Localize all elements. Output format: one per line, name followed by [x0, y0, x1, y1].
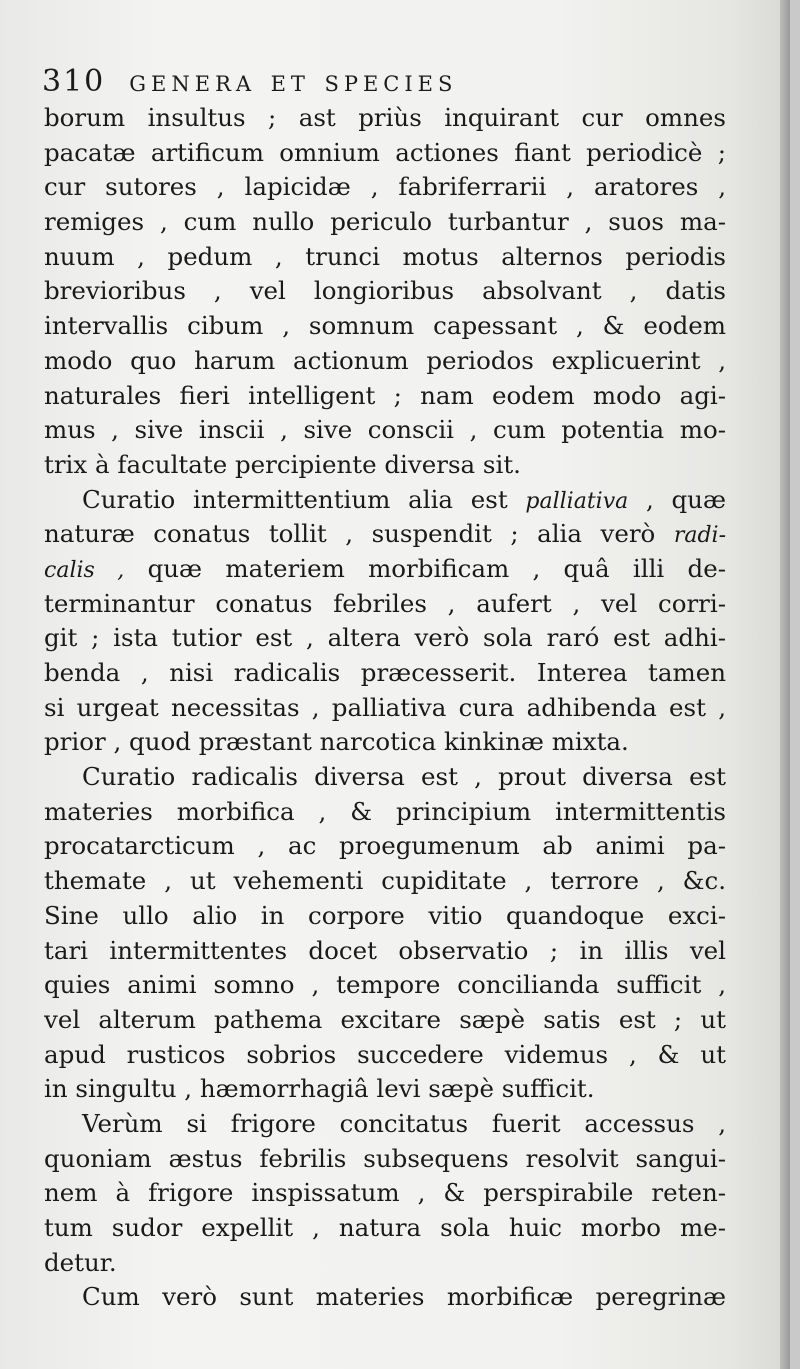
text-line	[44, 483, 726, 518]
text-line	[44, 517, 726, 552]
text-line: git ; ista tutior est , altera verò sola raró est adhi-	[44, 623, 726, 653]
text-line: tari intermittentes docet observatio ; in illis vel	[44, 935, 726, 965]
text-line: themate , ut vehementi cupiditate , terrore , &c.	[44, 866, 726, 896]
text-line: cur sutores , lapicidæ , fabriferrarii , aratores ,	[44, 172, 726, 202]
text-run: naturæ conatus tollit , suspendit ; alia verò	[44, 519, 674, 549]
text-line: nem à frigore inspissatum , & perspirabile reten-	[44, 1178, 726, 1208]
text-line: Cum verò sunt materies morbificæ peregrinæ	[82, 1282, 726, 1312]
text-line: Curatio radicalis diversa est , prout diversa est	[82, 762, 726, 792]
text-line: quies animi somno , tempore concilianda sufficit ,	[44, 970, 726, 1000]
text-line: brevioribus , vel longioribus absolvant , datis	[44, 276, 726, 306]
text-run: Curatio intermittentium alia est	[82, 484, 526, 514]
text-line: trix à facultate percipiente diversa sit.	[44, 449, 521, 479]
text-line: Verùm si frigore concitatus fuerit accessus ,	[82, 1108, 726, 1138]
italic-term: palliativa	[525, 488, 629, 514]
text-line: pacatæ artificum omnium actiones fiant periodicè ;	[44, 137, 726, 167]
text-line: naturales fieri intelligent ; nam eodem modo agi-	[44, 380, 726, 410]
italic-term: calis ,	[44, 557, 125, 583]
text-line: remiges , cum nullo periculo turbantur , suos ma-	[44, 207, 726, 237]
text-line: vel alterum pathema excitare sæpè satis est ; ut	[44, 1004, 726, 1034]
text-line: nuum , pedum , trunci motus alternos periodis	[44, 241, 726, 271]
italic-term: radi-	[673, 523, 726, 549]
text-line: si urgeat necessitas , palliativa cura adhibenda est ,	[44, 692, 726, 722]
text-run: quæ materiem morbificam , quâ illi de-	[124, 553, 726, 583]
text-line: terminantur conatus febriles , aufert , vel corri-	[44, 588, 726, 618]
text-line: tum sudor expellit , natura sola huic morbo me-	[44, 1213, 726, 1242]
text-line: intervallis cibum , somnum capessant , & eodem	[44, 311, 726, 341]
text-line: mus , sive inscii , sive conscii , cum potentia mo-	[44, 415, 726, 445]
text-line: detur.	[44, 1247, 117, 1277]
running-header	[42, 64, 457, 99]
page-number: 310	[42, 64, 106, 99]
page-body	[44, 101, 726, 1315]
text-line: procatarcticum , ac proegumenum ab animi pa-	[44, 831, 726, 861]
text-line: quoniam æstus febrilis subsequens resolvit sangui-	[44, 1143, 726, 1173]
text-line: in singultu , hæmorrhagiâ levi sæpè sufficit.	[44, 1074, 595, 1104]
running-title: genera et species	[129, 64, 458, 99]
text-line	[44, 552, 726, 587]
text-line: modo quo harum actionum periodos explicuerint ,	[44, 345, 726, 375]
text-line: borum insultus ; ast priùs inquirant cur omnes	[44, 103, 726, 132]
text-line: prior , quod præstant narcotica kinkinæ mixta.	[44, 727, 629, 757]
page-edge	[780, 0, 790, 1369]
text-run: , quæ	[628, 484, 726, 514]
text-line: Sine ullo alio in corpore vitio quandoque exci-	[44, 900, 726, 930]
text-line: materies morbifica , & principium intermittentis	[44, 796, 726, 826]
text-line: benda , nisi radicalis præcesserit. Interea tamen	[44, 658, 726, 687]
text-line: apud rusticos sobrios succedere videmus , & ut	[44, 1039, 726, 1069]
